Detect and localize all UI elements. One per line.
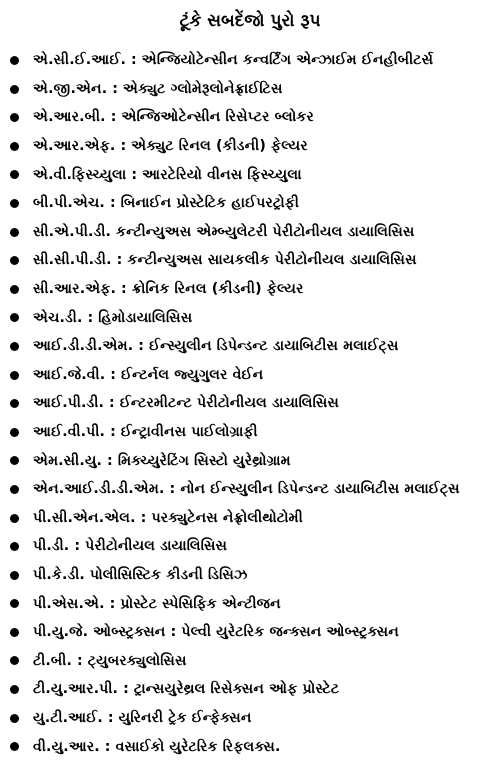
list-item: [0, 475, 500, 504]
list-item: [0, 75, 500, 104]
bullet-icon: [10, 485, 19, 494]
list-item: [0, 675, 500, 704]
abbreviation-entry: વી.યુ.આર. : વસાઈકો યુરેટરિક રિફલક્સ.: [33, 738, 281, 755]
list-item: [0, 446, 500, 475]
bullet-icon: [10, 228, 19, 237]
page-title: ટૂંકે સબદેંજો પુરો રૂપ: [179, 11, 321, 31]
abbreviation-entry: સી.એ.પી.ડી. કન્ટીન્યુઅસ એમ્બ્યુલેટરી પેરીટોનીયલ ડાયાલિસિસ: [33, 223, 415, 240]
abbreviation-entry: એ.સી.ઈ.આઈ. : એન્જિયોટેન્સીન કન્વર્ટિંગ એન્ઝાઈમ ઈનહીબીટર્સ: [33, 52, 434, 69]
abbreviation-entry: એચ.ડી. : હિમોડાયાલિસિસ: [33, 309, 193, 326]
abbreviation-entry: ટી.યુ.આર.પી. : ટ્રાન્સયુરેથ્રલ રિસેક્સન ઓફ પ્રોસ્ટેટ: [33, 681, 340, 698]
bullet-icon: [10, 371, 19, 380]
abbreviation-entry: એન.આઈ.ડી.ડી.એમ. : નોન ઈન્સ્યુલીન ડિપેન્ડન્ટ ડાયાબિટીસ મલાઈટ્સ: [33, 481, 460, 498]
abbreviation-entry: બી.પી.એચ. : બિનાઈન પ્રોસ્ટેટિક હાઈપરટ્રોફી: [33, 195, 300, 212]
bullet-icon: [10, 313, 19, 322]
list-item: [0, 103, 500, 132]
abbreviation-entry: આઈ.વી.પી. : ઈન્ટ્રાવીનસ પાઈલોગ્રાફી: [33, 424, 258, 441]
list-item: [0, 704, 500, 733]
bullet-icon: [10, 714, 19, 723]
list-item: [0, 160, 500, 189]
abbreviation-entry: પી.સી.એન.એલ. : પરક્યુટેનસ નેફ્રોલીથોટોમી: [33, 509, 303, 526]
list-item: [0, 303, 500, 332]
abbreviation-entry: પી.કે.ડી. પોલીસિસ્ટિક કીડની ડિસિઝ: [33, 566, 248, 583]
bullet-icon: [10, 514, 19, 523]
abbreviation-entry: પી.યુ.જે. ઓબ્સ્ટ્રક્સન : પેલ્વી યુરેટરિક જન્ક્સન ઓબ્સ્ટ્રક્સન: [33, 624, 399, 641]
list-item: [0, 389, 500, 418]
bullet-icon: [10, 628, 19, 637]
bullet-icon: [10, 456, 19, 465]
abbreviation-entry: એ.આર.બી. : એન્જિઓટેન્સીન રિસેપ્ટર બ્લોકર: [33, 109, 314, 126]
list-item: [0, 504, 500, 533]
list-item: [0, 646, 500, 675]
abbreviation-entry: સી.સી.પી.ડી. : કન્ટીન્યુઅસ સાયકલીક પેરીટોનીયલ ડાયાલિસિસ: [33, 252, 417, 269]
abbreviation-entry: એમ.સી.યુ. : મિક્ચ્યુરેટિંગ સિસ્ટો યુરેથ્રોગ્રામ: [33, 452, 291, 469]
bullet-icon: [10, 399, 19, 408]
bullet-icon: [10, 571, 19, 580]
list-item: [0, 46, 500, 75]
abbreviation-entry: એ.વી.ફિસ્ચ્યુલા : આરટેરિયો વીનસ ફિસ્ચ્યુલા: [33, 166, 302, 183]
abbreviation-entry: આઈ.ડી.ડી.એમ. : ઈન્સ્યુલીન ડિપેન્ડન્ટ ડાયાબિટીસ મલાઈટ્સ: [33, 338, 399, 355]
bullet-icon: [10, 428, 19, 437]
list-item: [0, 618, 500, 647]
bullet-icon: [10, 170, 19, 179]
list-item: [0, 561, 500, 590]
bullet-icon: [10, 142, 19, 151]
bullet-icon: [10, 56, 19, 65]
abbreviation-entry: એ.જી.એન. : એક્યુટ ગ્લોમેરૂલોનેફ્રાઈટિસ: [33, 80, 283, 97]
bullet-icon: [10, 113, 19, 122]
list-item: [0, 732, 500, 761]
abbreviation-list: [0, 46, 500, 761]
abbreviation-entry: ટી.બી. : ટ્યુબરક્યુલોસિસ: [33, 652, 187, 669]
abbreviation-entry: પી.ડી. : પેરીટોનીયલ ડાયાલિસિસ: [33, 538, 228, 555]
bullet-icon: [10, 685, 19, 694]
list-item: [0, 361, 500, 390]
bullet-icon: [10, 599, 19, 608]
list-item: [0, 332, 500, 361]
list-item: [0, 275, 500, 304]
bullet-icon: [10, 742, 19, 751]
bullet-icon: [10, 199, 19, 208]
abbreviation-entry: આઈ.જે.વી. : ઈન્ટર્નલ જ્યુગુલર વેઈન: [33, 366, 264, 383]
list-item: [0, 589, 500, 618]
list-item: [0, 189, 500, 218]
bullet-icon: [10, 256, 19, 265]
bullet-icon: [10, 542, 19, 551]
list-item: [0, 246, 500, 275]
bullet-icon: [10, 285, 19, 294]
abbreviation-entry: આઈ.પી.ડી. : ઈન્ટરમીટન્ટ પેરીટોનીયલ ડાયાલિસિસ: [33, 395, 340, 412]
list-item: [0, 132, 500, 161]
list-item: [0, 418, 500, 447]
bullet-icon: [10, 85, 19, 94]
abbreviation-entry: સી.આર.એફ. : ક્રોનિક રિનલ (કીડની) ફેલ્યર: [33, 281, 304, 298]
abbreviation-entry: એ.આર.એફ. : એક્યુટ રિનલ (કીડની) ફેલ્યર: [33, 138, 308, 155]
list-item: [0, 218, 500, 247]
abbreviation-entry: યુ.ટી.આઈ. : યુરિનરી ટ્રેક ઈન્ફેક્સન: [33, 709, 252, 726]
abbreviation-entry: પી.એસ.એ. : પ્રોસ્ટેટ સ્પેસિફિક એન્ટીજન: [33, 595, 281, 612]
bullet-icon: [10, 656, 19, 665]
bullet-icon: [10, 342, 19, 351]
list-item: [0, 532, 500, 561]
